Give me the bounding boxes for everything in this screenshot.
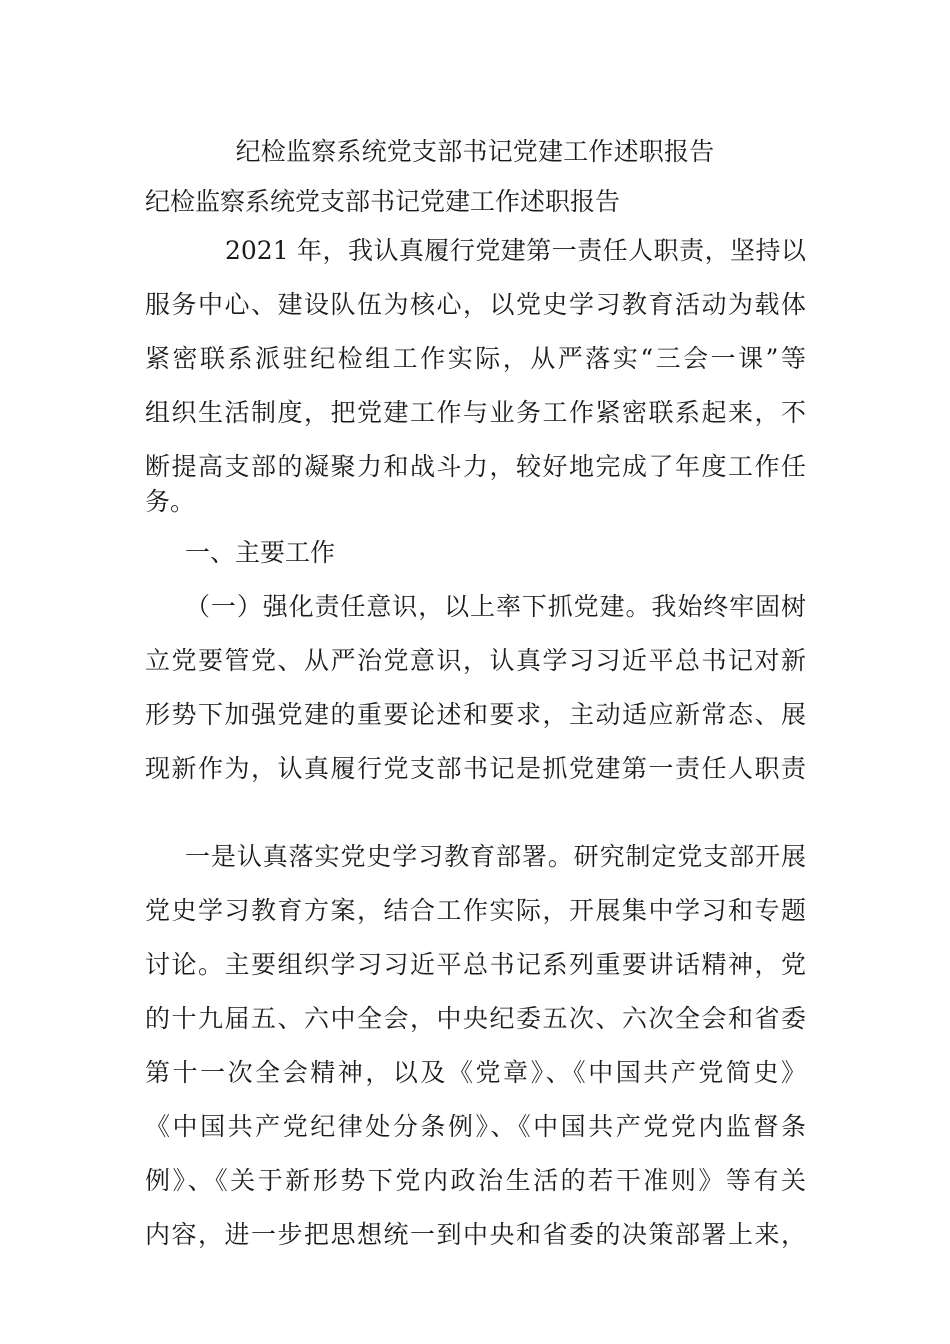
subsection-line: （一）强化责任意识，以上率下抓党建。我始终牢固树 [185, 592, 806, 621]
section-heading: 一、主要工作 [185, 538, 336, 567]
item-line: 的十九届五、六中全会，中央纪委五次、六次全会和省委 [145, 1004, 806, 1033]
item-line: 讨论。主要组织学习习近平总书记系列重要讲话精神，党 [145, 950, 806, 979]
item-line: 例》、《关于新形势下党内政治生活的若干准则》等有关 [145, 1166, 806, 1195]
item-line: 一是认真落实党史学习教育部署。研究制定党支部开展 [185, 842, 806, 871]
intro-line: 服务中心、建设队伍为核心，以党史学习教育活动为载体 [145, 290, 806, 319]
item-line: 党史学习教育方案，结合工作实际，开展集中学习和专题 [145, 896, 806, 925]
intro-line: 断提高支部的凝聚力和战斗力，较好地完成了年度工作任 [145, 452, 806, 481]
subsection-line: 现新作为，认真履行党支部书记是抓党建第一责任人职责 [145, 754, 806, 783]
subsection-line: 形势下加强党建的重要论述和要求，主动适应新常态、展 [145, 700, 806, 729]
intro-line: 务。 [145, 487, 196, 516]
item-line: 第十一次全会精神，以及《党章》、《中国共产党简史》 [145, 1058, 806, 1087]
intro-line: 2021 年，我认真履行党建第一责任人职责，坚持以 [225, 236, 806, 265]
intro-line: 组织生活制度，把党建工作与业务工作紧密联系起来，不 [145, 398, 806, 427]
document-subtitle: 纪检监察系统党支部书记党建工作述职报告 [145, 187, 621, 216]
document-title: 纪检监察系统党支部书记党建工作述职报告 [235, 137, 715, 166]
intro-line: 紧密联系派驻纪检组工作实际，从严落实“三会一课”等 [145, 344, 806, 373]
subsection-line: 立党要管党、从严治党意识，认真学习习近平总书记对新 [145, 646, 806, 675]
item-line: 《中国共产党纪律处分条例》、《中国共产党党内监督条 [145, 1112, 806, 1141]
item-line: 内容，进一步把思想统一到中央和省委的决策部署上来， [145, 1220, 806, 1249]
